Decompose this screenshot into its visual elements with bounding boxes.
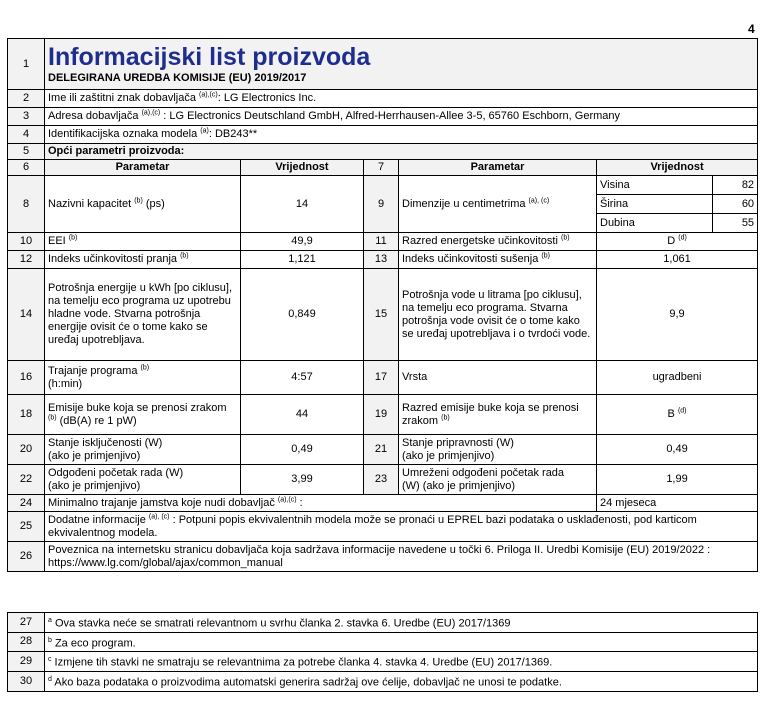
page-title: Informacijski list proizvoda (48, 43, 371, 71)
depth-value: 55 (713, 214, 758, 233)
height-label: Visina (597, 176, 713, 195)
footnote-number: 28 (8, 632, 45, 652)
colon: : (296, 496, 303, 509)
standby-mode-value: 0,49 (597, 435, 758, 465)
water-consumption-label: Potrošnja vode u litrama [po ciklusu], na temelju eco programa. Stvarna potrošnja vode ovisit će o tome kako se uređaj upotrebljava i o tvrdoći vode. (399, 269, 597, 361)
supplier-website-link[interactable]: Poveznica na internetsku stranicu dobavljača koja sadržava informacije navedene u točki 6. Priloga II. Uredbi Komisije (EU) 2019/2022 : https://www.lg.com/global/ajax/common_manual (45, 542, 758, 572)
footnote-mark: c (48, 656, 52, 664)
row-number: 22 (8, 465, 45, 495)
delay-start-label (45, 465, 241, 495)
row-number: 3 (8, 108, 45, 126)
row-number: 18 (8, 395, 45, 435)
note: (W) (ako je primjenjivo) (402, 479, 516, 492)
row-number: 11 (364, 233, 399, 251)
energy-class-value (597, 233, 758, 251)
noise-emission-value: 44 (241, 395, 364, 435)
label: Trajanje programa (48, 364, 138, 377)
unit: (h:min) (48, 377, 83, 390)
row-number: 6 (8, 160, 45, 176)
supplier-name: : LG Electronics Inc. (217, 92, 317, 104)
off-mode-value: 0,49 (241, 435, 364, 465)
row-number: 7 (364, 160, 399, 176)
footnote-mark: a (48, 617, 52, 624)
row-number: 1 (8, 39, 45, 90)
energy-consumption-value: 0,849 (241, 269, 364, 361)
label: Umreženi odgođeni početak rada (402, 466, 565, 479)
general-parameters-heading: Opći parametri proizvoda: (45, 144, 758, 160)
label: Odgođeni početak rada (W) (48, 466, 184, 479)
row-number: 23 (364, 465, 399, 495)
note: (ako je primjenjivo) (48, 479, 141, 492)
program-duration-label (45, 361, 241, 395)
label: Nazivni kapacitet (48, 197, 132, 210)
row-number: 19 (364, 395, 399, 435)
footnote-ref: (b) (560, 234, 570, 242)
width-value: 60 (713, 195, 758, 214)
footnote-a (45, 613, 758, 633)
warranty-label (45, 495, 597, 512)
footnote-text: Ova stavka neće se smatrati relevantnom u svrhu članka 2. stavka 6. Uredbe (EU) 2017/1369 (51, 617, 511, 630)
row-number: 21 (364, 435, 399, 465)
footnote-ref: (a), (c) (148, 512, 170, 520)
label: Adresa dobavljača (48, 110, 139, 122)
eei-label (45, 233, 241, 251)
row-number: 25 (8, 512, 45, 542)
rated-capacity-label (45, 176, 241, 233)
row-number: 15 (364, 269, 399, 361)
footnote-ref: (b) (441, 413, 450, 421)
footnote-b (45, 632, 758, 652)
row-number: 2 (8, 90, 45, 108)
footnote-ref: (a),(c) (199, 91, 218, 99)
footnote-ref: (b) (134, 196, 143, 204)
footnote-ref: (a),(c) (277, 495, 297, 503)
water-consumption-value: 9,9 (597, 269, 758, 361)
networked-delay-start-label (399, 465, 597, 495)
footnote-ref: (b) (180, 252, 189, 260)
label: Identifikacijska oznaka modela (48, 128, 198, 140)
footnote-ref: (d) (677, 407, 687, 415)
label: Stanje pripravnosti (W) (402, 436, 514, 449)
footnote-ref: (b) (48, 413, 57, 421)
label: Dodatne informacije (48, 513, 146, 526)
footnote-ref: (b) (140, 363, 150, 371)
parameter-header: Parametar (399, 160, 597, 176)
type-value: ugradbeni (597, 361, 758, 395)
unit: (ps) (142, 197, 165, 210)
footnote-ref: (d) (678, 234, 687, 242)
program-duration-value: 4:57 (241, 361, 364, 395)
label: Ime ili zaštitni znak dobavljača (48, 92, 196, 104)
footnote-text: Za eco program. (51, 637, 136, 650)
row-number: 10 (8, 233, 45, 251)
footnote-ref: (a), (c) (528, 196, 550, 204)
footnote-ref: (a) (200, 127, 209, 135)
label: Razred energetske učinkovitosti (402, 235, 558, 247)
label: Indeks učinkovitosti sušenja (402, 253, 539, 265)
footnote-ref: (b) (541, 252, 550, 260)
row-number: 20 (8, 435, 45, 465)
drying-index-label (399, 251, 597, 269)
row-number: 8 (8, 176, 45, 233)
height-value: 82 (713, 176, 758, 195)
rated-capacity-value: 14 (241, 176, 364, 233)
label: Razred emisije buke koja se prenosi zrakom (402, 401, 579, 427)
type-label: Vrsta (399, 361, 597, 395)
model-identifier: : DB243** (208, 128, 258, 140)
off-mode-label (45, 435, 241, 465)
width-label: Širina (597, 195, 713, 214)
label: EEI (48, 235, 66, 247)
label: Indeks učinkovitosti pranja (48, 253, 178, 265)
row-number: 4 (8, 126, 45, 144)
footnote-c (45, 652, 758, 672)
row-number: 14 (8, 269, 45, 361)
label: Minimalno trajanje jamstva koje nudi dobavljač (48, 496, 275, 509)
delay-start-value: 3,99 (241, 465, 364, 495)
supplier-address: : LG Electronics Deutschland GmbH, Alfred-Herrhausen-Allee 3-5, 65760 Eschborn, Germany (160, 110, 621, 122)
eei-value: 49,9 (241, 233, 364, 251)
value-header: Vrijednost (241, 160, 364, 176)
supplier-address-cell (45, 108, 758, 126)
row-number: 24 (8, 495, 45, 512)
value: B (667, 408, 675, 420)
noise-class-value (597, 395, 758, 435)
unit: (dB(A) re 1 pW) (56, 414, 137, 427)
row-number: 9 (364, 176, 399, 233)
label: Dimenzije u centimetrima (402, 197, 526, 210)
cleaning-index-value: 1,121 (241, 251, 364, 269)
footnote-ref: (a),(c) (141, 109, 161, 117)
noise-class-label (399, 395, 597, 435)
warranty-value: 24 mjeseca (597, 495, 758, 512)
additional-info-cell (45, 512, 758, 542)
cleaning-index-label (45, 251, 241, 269)
row-number: 16 (8, 361, 45, 395)
noise-emission-label (45, 395, 241, 435)
drying-index-value: 1,061 (597, 251, 758, 269)
supplier-name-cell (45, 90, 758, 108)
standby-mode-label (399, 435, 597, 465)
footnote-d (45, 671, 758, 691)
note: (ako je primjenjivo) (402, 449, 495, 462)
value: D (667, 235, 676, 247)
additional-info-text: : Potpuni popis ekvivalentnih modela može se pronaći u EPREL bazi podataka o usklađenosti, pod karticom ekvivalentnog modela. (48, 513, 697, 539)
energy-class-label (399, 233, 597, 251)
row-number: 17 (364, 361, 399, 395)
footnote-mark: d (48, 675, 52, 683)
value-header: Vrijednost (597, 160, 758, 176)
row-number: 26 (8, 542, 45, 572)
parameter-header: Parametar (45, 160, 241, 176)
row-number: 13 (364, 251, 399, 269)
label: Stanje isključenosti (W) (48, 436, 163, 449)
sheet-header (45, 39, 758, 90)
dimensions-label (399, 176, 597, 233)
label: Emisije buke koja se prenosi zrakom (48, 401, 227, 414)
footnote-ref: (b) (68, 234, 78, 242)
footnotes-table (7, 612, 758, 692)
row-number: 12 (8, 251, 45, 269)
depth-label: Dubina (597, 214, 713, 233)
footnote-number: 27 (8, 613, 45, 633)
networked-delay-start-value: 1,99 (597, 465, 758, 495)
model-id-cell (45, 126, 758, 144)
footnote-mark: b (48, 636, 52, 644)
row-number: 5 (8, 144, 45, 160)
page-number: 4 (748, 22, 755, 36)
product-info-table (7, 38, 758, 572)
footnote-text: Ako baza podataka o proizvodima automatski generira sadržaj ove ćelije, dobavljač ne unosi te podatke. (51, 676, 562, 689)
footnote-number: 29 (8, 652, 45, 672)
energy-consumption-label: Potrošnja energije u kWh [po ciklusu], na temelju eco programa uz upotrebu hladne vode. Stvarna potrošnja energije ovisit će o tome kako se uređaj upotrebljava. (45, 269, 241, 361)
regulation-subtitle: DELEGIRANA UREDBA KOMISIJE (EU) 2019/2017 (48, 72, 307, 84)
footnote-text: Izmjene tih stavki ne smatraju se relevantnima za potrebe članka 4. stavka 4. Uredbe (EU) 2017/1369. (51, 656, 553, 669)
note: (ako je primjenjivo) (48, 449, 141, 462)
footnote-number: 30 (8, 671, 45, 691)
